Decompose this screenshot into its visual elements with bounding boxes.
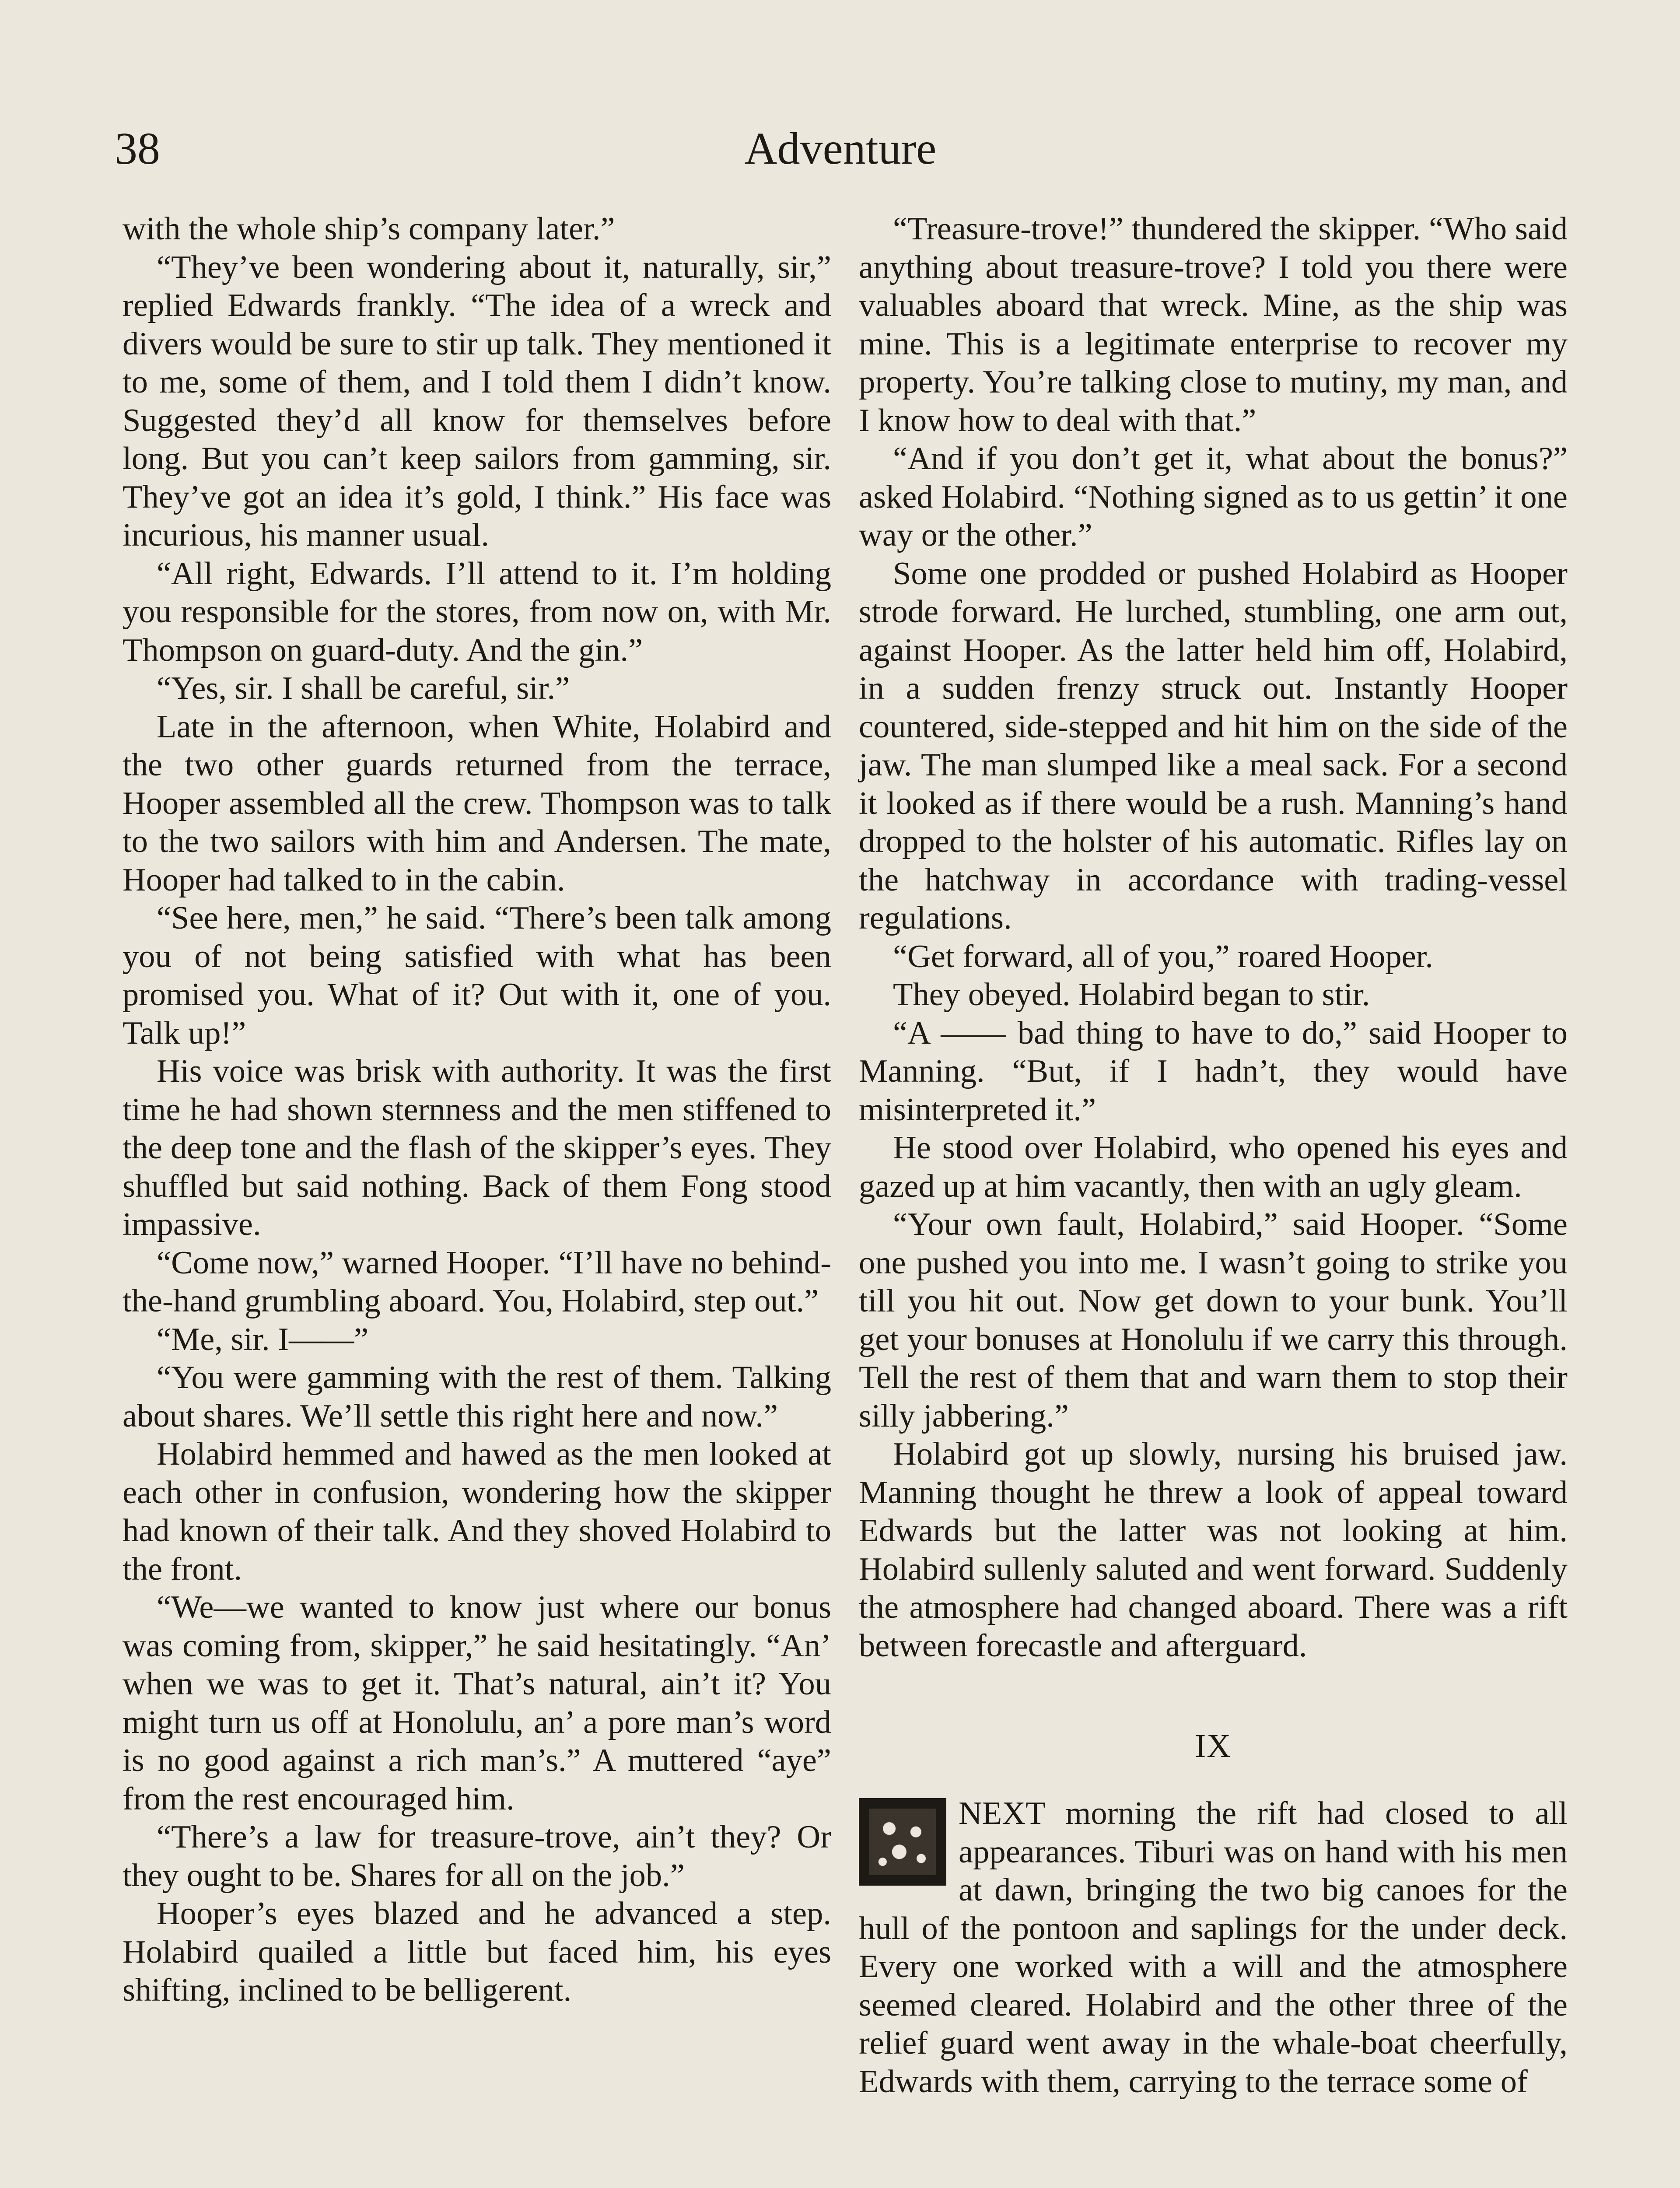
page-header <box>115 118 1566 179</box>
paragraph: His voice was brisk with authority. It was the first time he had shown sternness and the men stiffened to the deep tone and the flash of the skipper’s eyes. They shuffled but said nothing. Back of them Fong stood impassive. <box>122 1053 831 1242</box>
paragraph: “A —— bad thing to have to do,” said Hooper to Manning. “But, if I hadn’t, they would have misinterpreted it.” <box>859 1015 1568 1128</box>
paragraph: “See here, men,” he said. “There’s been talk among you of not being satisfied with what has been promised you. What of it? Out with it, one of you. Talk up!” <box>122 900 831 1051</box>
section-first-paragraph: NEXT morning the rift had closed to all appearances. Tiburi was on hand with his men at dawn, bringing the two big canoes for the hull of the pontoon and saplings for the under deck. Every one worked with a will and the atmosphere seemed cleared. Holabird and the other three of the relief guard went away in the whale-boat cheerfully, Edwards with them, carrying to the terrace some of <box>859 1795 1568 2100</box>
paragraph: “Get forward, all of you,” roared Hooper. <box>893 938 1433 975</box>
paragraph: “Me, sir. I——” <box>157 1321 369 1357</box>
paragraph: He stood over Holabird, who opened his eyes and gazed up at him vacantly, then with an ugly gleam. <box>859 1130 1568 1204</box>
paragraph: Some one prodded or pushed Holabird as Hooper strode forward. He lurched, stumbling, one arm out, against Hooper. As the latter held him off, Holabird, in a sudden frenzy struck out. Instantly Hooper countered, side-stepped and hit him on the side of the jaw. The man slumped like a meal sack. For a second it looked as if there would be a rush. Manning’s hand dropped to the holster of his automatic. Rifles lay on the hatchway in accordance with trading-vessel regulations. <box>859 555 1568 936</box>
paragraph: “They’ve been wondering about it, naturally, sir,” replied Edwards frankly. “The idea of a wreck and divers would be sure to stir up talk. They mentioned it to me, some of them, and I told them I didn’t know. Suggested they’d all know for themselves before long. But you can’t keep sailors from gamming, sir. They’ve got an idea it’s gold, I think.” His face was incurious, his manner usual. <box>122 249 831 553</box>
paragraph: They obeyed. Holabird began to stir. <box>893 977 1370 1013</box>
decorative-drop-cap-icon <box>859 1798 946 1886</box>
paragraph: “Come now,” warned Hooper. “I’ll have no behind-the-hand grumbling aboard. You, Holabird, step out.” <box>122 1245 831 1319</box>
paragraph: Holabird hemmed and hawed as the men looked at each other in confusion, wondering how the skipper had known of their talk. And they shoved Holabird to the front. <box>122 1436 831 1587</box>
paragraph: Late in the afternoon, when White, Holabird and the two other guards returned from the terrace, Hooper assembled all the crew. Thompson was to talk to the two sailors with him and Andersen. The mate, Hooper had talked to in the cabin. <box>122 708 831 898</box>
page-title: Adventure <box>744 123 937 174</box>
paragraph: “You were gamming with the rest of them. Talking about shares. We’ll settle this right here and now.” <box>122 1360 831 1434</box>
paragraph: with the whole ship’s company later.” <box>122 211 615 247</box>
right-column <box>859 210 1568 2101</box>
paragraph: “And if you don’t get it, what about the bonus?” asked Holabird. “Nothing signed as to us gettin’ it one way or the other.” <box>859 441 1568 553</box>
paragraph: Holabird got up slowly, nursing his bruised jaw. Manning thought he threw a look of appeal toward Edwards but the latter was not looking at him. Holabird sullenly saluted and went forward. Suddenly the atmosphere had changed aboard. There was a rift between forecastle and afterguard. <box>859 1436 1568 1664</box>
page-number: 38 <box>115 123 160 174</box>
paragraph: “We—we wanted to know just where our bonus was coming from, skipper,” he said hesitatingly. “An’ when we was to get it. That’s natural, ain’t it? You might turn us off at Honolulu, an’ a pore man’s word is no good against a rich man’s.” A muttered “aye” from the rest encouraged him. <box>122 1589 831 1817</box>
left-column <box>122 210 831 2010</box>
paragraph: “Treasure-trove!” thundered the skipper. “Who said anything about treasure-trove? I told you there were valuables aboard that wreck. Mine, as the ship was mine. This is a legitimate enterprise to recover my property. You’re talking close to mutiny, my man, and I know how to deal with that.” <box>859 211 1568 438</box>
paragraph: “Yes, sir. I shall be careful, sir.” <box>157 670 570 706</box>
paragraph: “Your own fault, Holabird,” said Hooper. “Some one pushed you into me. I wasn’t going to strike you till you hit out. Now get down to your bunk. You’ll get your bonuses at Honolulu if we carry this through. Tell the rest of them that and warn them to stop their silly jabbering.” <box>859 1206 1568 1434</box>
paragraph: Hooper’s eyes blazed and he advanced a step. Holabird quailed a little but faced him, his eyes shifting, inclined to be belligerent. <box>122 1896 831 2008</box>
section-heading: IX <box>1194 1728 1232 1764</box>
paragraph: “There’s a law for treasure-trove, ain’t they? Or they ought to be. Shares for all on the job.” <box>122 1819 831 1893</box>
paragraph: “All right, Edwards. I’ll attend to it. I’m holding you responsible for the stores, from now on, with Mr. Thompson on guard-duty. And the gin.” <box>122 555 831 668</box>
